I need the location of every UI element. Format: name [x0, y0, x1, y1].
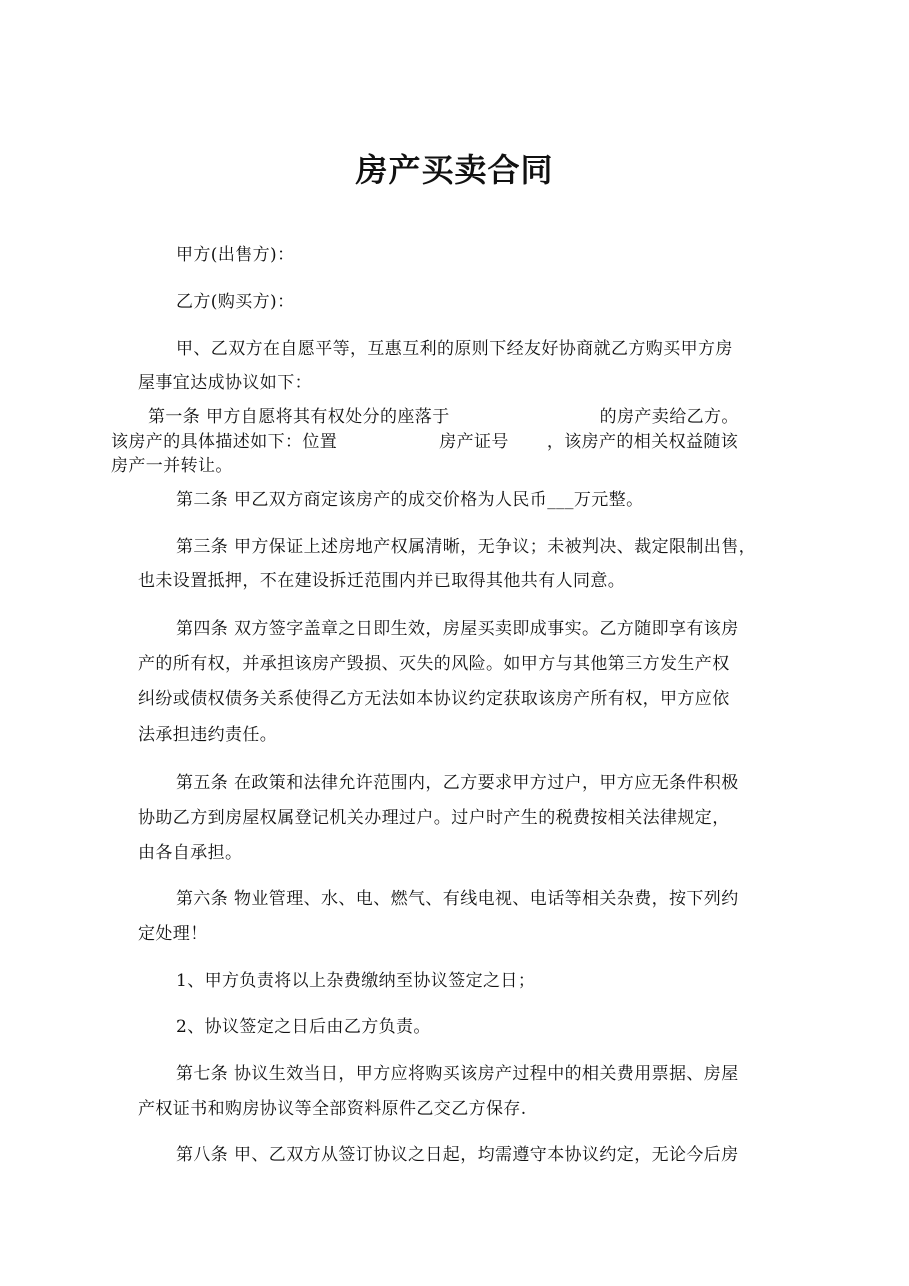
article-5-line-3: 由各自承担。 [138, 843, 243, 863]
article-5-line-1: 第五条 在政策和法律允许范围内，乙方要求甲方过户，甲方应无条件积极 [176, 773, 739, 793]
article-1-text-a: 第一条 甲方自愿将其有权处分的座落于 [148, 407, 450, 427]
article-1-text-d: 房产证号 [439, 432, 509, 452]
party-a-line: 甲方(出售方)： [176, 245, 295, 265]
article-4-line-2: 产的所有权，并承担该房产毁损、灭失的风险。如甲方与其他第三方发生产权 [138, 654, 730, 674]
article-1-text-c: 该房产的具体描述如下：位置 [111, 432, 338, 452]
article-4-line-1: 第四条 双方签字盖章之日即生效，房屋买卖即成事实。乙方随即享有该房 [176, 619, 739, 639]
intro-line-2: 屋事宜达成协议如下： [138, 373, 312, 393]
article-3-line-2: 也未设置抵押，不在建设拆迁范围内并已取得其他共有人同意。 [138, 571, 626, 591]
article-4-line-4: 法承担违约责任。 [138, 725, 278, 745]
document-title: 房产买卖合同 [355, 151, 554, 189]
article-5-line-2: 协助乙方到房屋权属登记机关办理过户。过户时产生的税费按相关法律规定， [138, 808, 730, 828]
article-6-item-2: 2、协议签定之日后由乙方负责。 [176, 1017, 431, 1037]
article-7-line-1: 第七条 协议生效当日，甲方应将购买该房产过程中的相关费用票据、房屋 [176, 1064, 739, 1084]
article-6-item-1: 1、甲方负责将以上杂费缴纳至协议签定之日； [176, 971, 536, 991]
article-6-line-1: 第六条 物业管理、水、电、燃气、有线电视、电话等相关杂费，按下列约 [176, 889, 739, 909]
article-1-text-e: ，该房产的相关权益随该 [546, 432, 739, 452]
article-3-line-1: 第三条 甲方保证上述房地产权属清晰，无争议；未被判决、裁定限制出售， [176, 537, 757, 557]
article-1-text-b: 的房产卖给乙方。 [599, 407, 739, 427]
article-1-line-2 [111, 430, 738, 454]
article-2-line-1: 第二条 甲乙双方商定该房产的成交价格为人民币___万元整。 [176, 490, 644, 510]
article-1-line-1 [148, 405, 739, 429]
article-7-line-2: 产权证书和购房协议等全部资料原件乙交乙方保存. [138, 1099, 527, 1119]
party-b-line: 乙方(购买方)： [176, 292, 295, 312]
intro-line-1: 甲、乙双方在自愿平等，互惠互利的原则下经友好协商就乙方购买甲方房 [176, 339, 733, 359]
article-8-line-1: 第八条 甲、乙双方从签订协议之日起，均需遵守本协议约定，无论今后房 [176, 1145, 739, 1165]
article-6-line-2: 定处理！ [138, 924, 208, 944]
article-1-line-3: 房产一并转让。 [111, 456, 233, 476]
article-4-line-3: 纠纷或债权债务关系使得乙方无法如本协议约定获取该房产所有权，甲方应依 [138, 689, 730, 709]
